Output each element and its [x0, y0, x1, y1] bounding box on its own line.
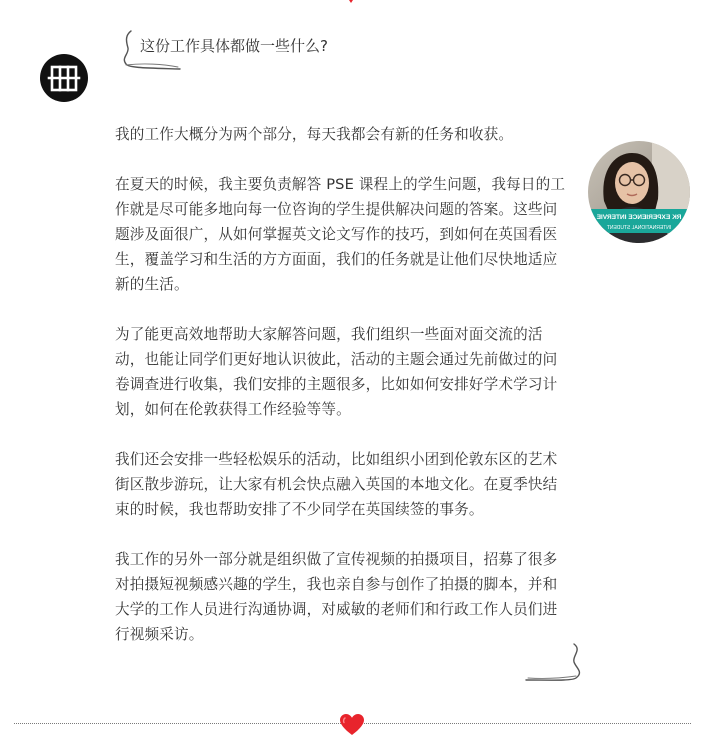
paragraph: 为了能更高效地帮助大家解答问题，我们组织一些面对面交流的活动，也能让同学们更好地认识彼此，活动的主题会通过先前做过的问卷调查进行收集，我们安排的主题很多，比如如何安排好学术学习计划，如何在伦敦获得工作经验等等。 [115, 326, 558, 418]
paragraph: 在夏天的时候，我主要负责解答 PSE 课程上的学生问题，我每日的工作就是尽可能多地向每一位咨询的学生提供解决问题的答案。这些问题涉及面很广，从如何掌握英文论文写作的技巧，到如何在英国看医生，覆盖学习和生活的方方面面，我们的任务就是让他们尽快地适应新的生活。 [115, 176, 566, 293]
end-bracket-decoration [524, 642, 584, 684]
paragraph: 我的工作大概分为两个部分，每天我都会有新的任务和收获。 [115, 126, 514, 143]
photo-banner-line1: RK EXPERIENCE INTERVIE [596, 214, 682, 221]
question-heading [118, 28, 398, 74]
article-body [115, 122, 570, 672]
chinese-character-icon [40, 54, 88, 102]
paragraph: 我们还会安排一些轻松娱乐的活动，比如组织小团到伦敦东区的艺术街区散步游玩，让大家有机会快点融入英国的本地文化。在夏季快结束的时候，我也帮助安排了不少同学在英国续签的事务。 [115, 451, 558, 518]
paragraph: 我工作的另外一部分就是组织做了宣传视频的拍摄项目，招募了很多对拍摄短视频感兴趣的学生，我也亲自参与创作了拍摄的脚本，并和大学的工作人员进行沟通协调，对威敏的老师们和行政工作人员们进行视频采访。 [115, 551, 558, 643]
photo-banner-line2: INTERNATIONAL STUDENT [606, 225, 672, 231]
top-heart-icon [345, 0, 357, 4]
question-text: 这份工作具体都做一些什么? [140, 37, 328, 55]
heart-icon [340, 714, 364, 736]
interviewee-photo [588, 141, 690, 243]
